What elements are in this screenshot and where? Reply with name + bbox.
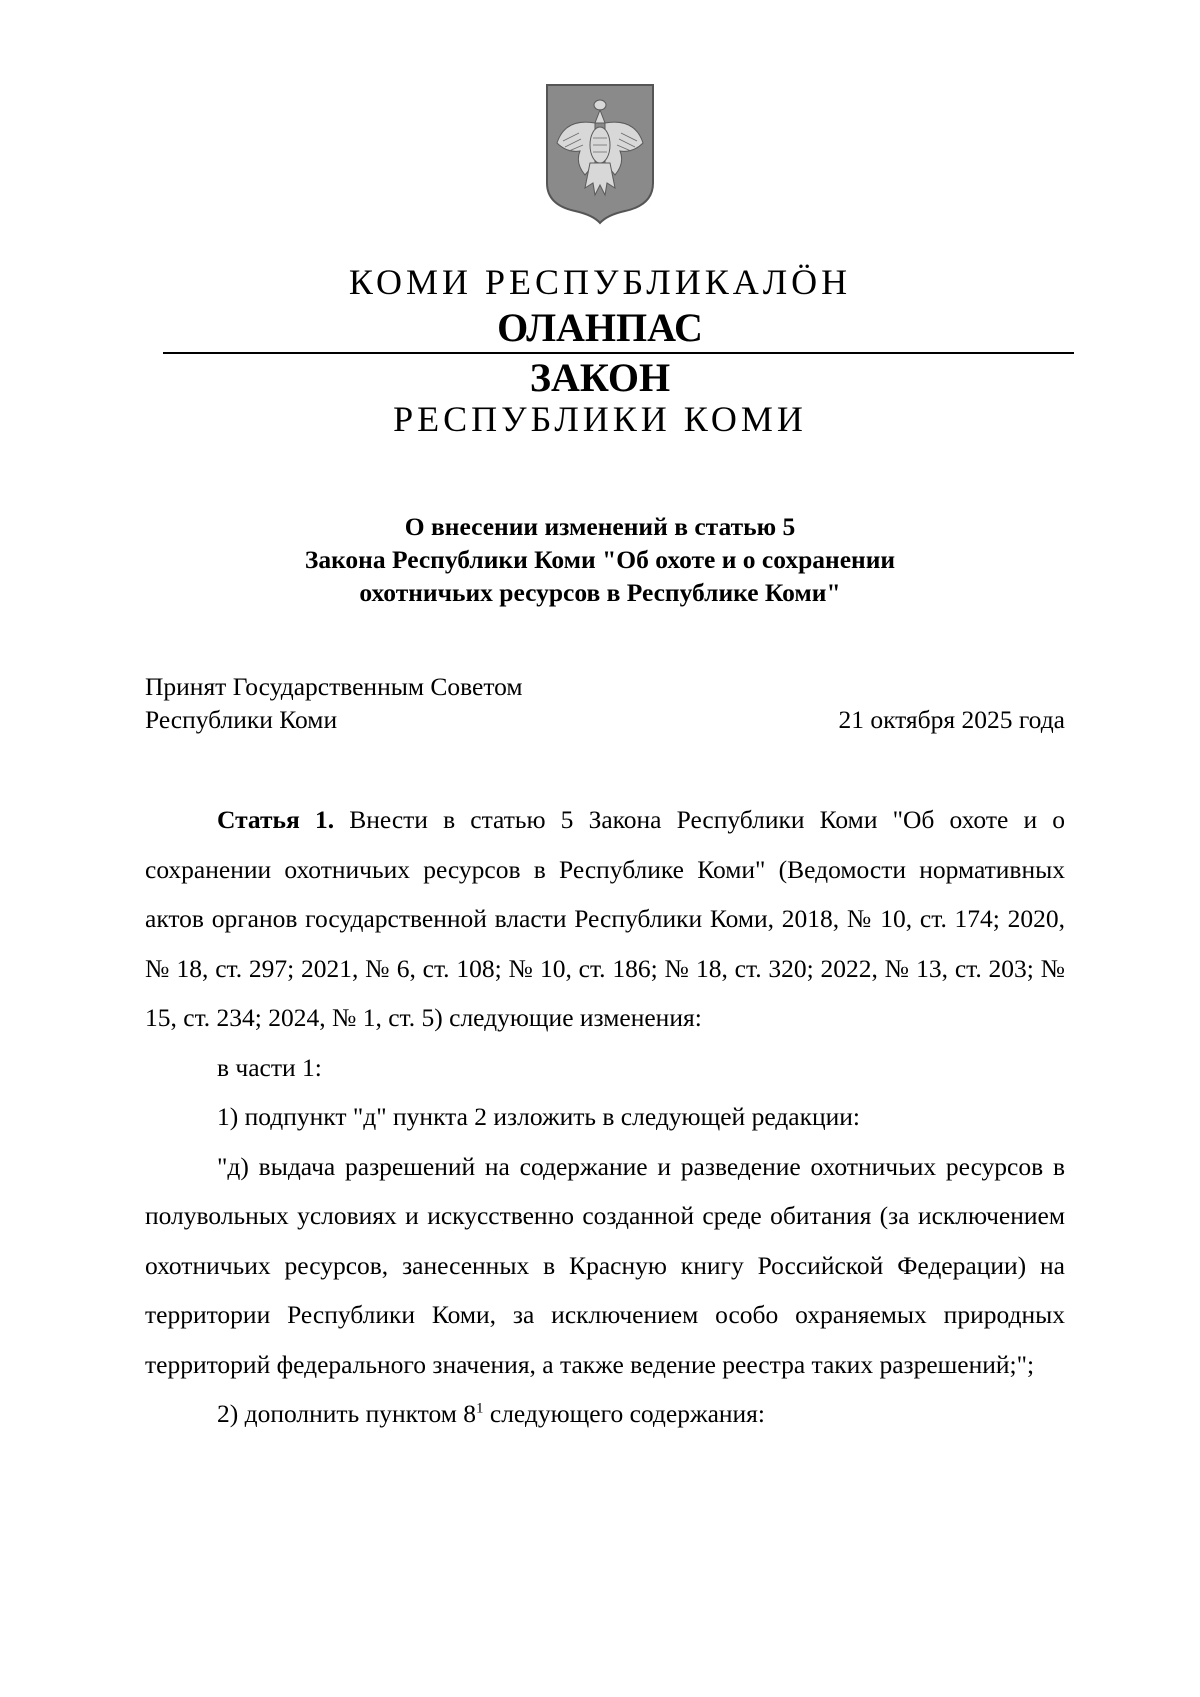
document-title [0,510,1200,609]
item-2-superscript: 1 [476,1400,484,1417]
article-label: Статья 1. [217,805,335,834]
adoption-block [145,670,1065,736]
document-body [145,795,1065,1439]
item-2-after: следующего содержания: [483,1399,765,1428]
item-1-text-paragraph: "д) выдача разрешений на содержание и разведение охотничьих ресурсов в полувольных условиях и искусственно созданной среде обитания (за исключением охотничьих ресурсов, занесенных в Красную книгу Российской Федерации) на территории Республики Коми, за исключением особо охраняемых природных территорий федерального значения, а также ведение реестра таких разрешений;"; [145,1151,1065,1379]
header-republic-name: РЕСПУБЛИКИ КОМИ [393,399,807,439]
title-line-3: охотничьих ресурсов в Республике Коми" [359,578,841,607]
adopted-by-line-1: Принят Государственным Советом [145,672,523,701]
part-1-paragraph: в части 1: [217,1052,322,1082]
article-text: Внести в статью 5 Закона Республики Коми "Об охоте и о сохранении охотничьих ресурсов в Республике Коми" (Ведомости нормативных актов органов государственной власти Республики Коми, 2018, № 10, ст. 174; 2020, № 18, ст. 297; 2021, № 6, ст. 108; № 10, ст. 186; № 18, ст. 320; 2022, № 13, ст. 203; № 15, ст. 234; 2024, № 1, ст. 5) следующие изменения: [145,805,1065,1032]
header-zakon: ЗАКОН [529,355,671,400]
item-1-paragraph: 1) подпункт "д" пункта 2 изложить в следующей редакции: [217,1102,861,1131]
title-line-1: О внесении изменений в статью 5 [404,512,796,541]
article-1-paragraph [145,795,1065,1043]
adoption-date: 21 октября 2025 года [838,705,1065,734]
header-olanpas: ОЛАНПАС [497,305,703,350]
item-2-before: 2) дополнить пунктом 8 [217,1399,476,1428]
coat-of-arms-emblem [545,83,655,225]
item-2-paragraph [145,1389,1065,1439]
title-line-2: Закона Республики Коми "Об охоте и о сохранении [304,545,896,574]
header-komi-name: КОМИ РЕСПУБЛИКАЛÖН [348,262,852,302]
header-divider [163,352,1074,354]
adopted-by-line-2: Республики Коми [145,705,338,734]
